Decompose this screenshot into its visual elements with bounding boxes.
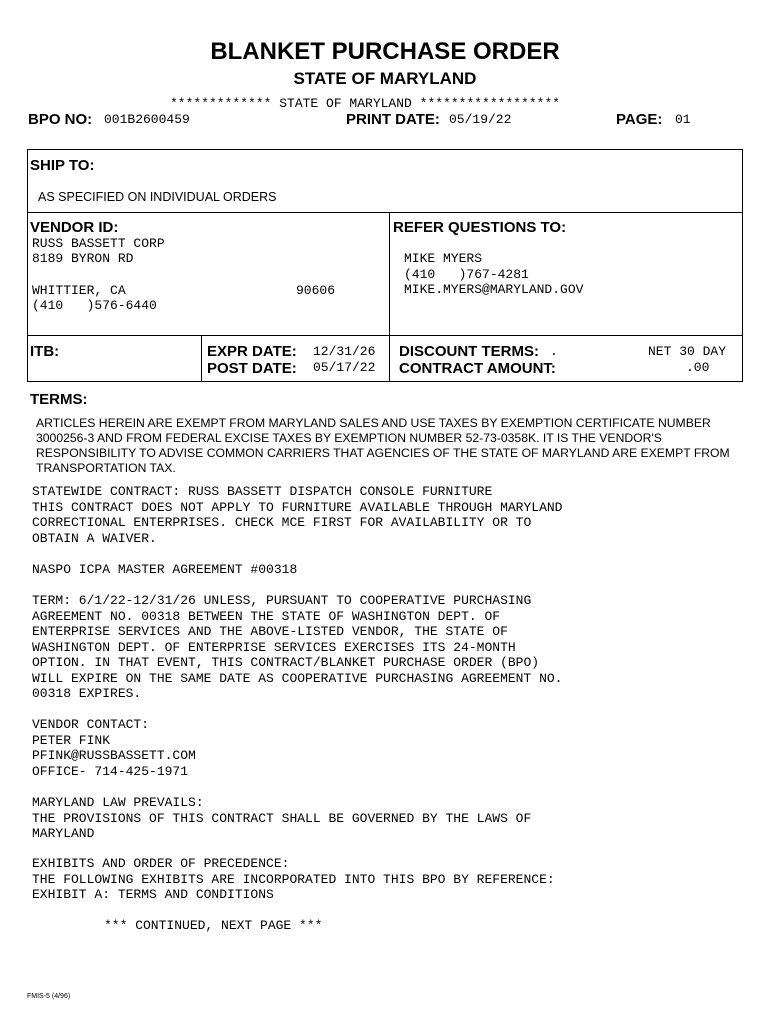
discount-terms-label: DISCOUNT TERMS: — [399, 343, 539, 360]
vendor-city: WHITTIER, CA — [32, 283, 126, 298]
term-text: TERM: 6/1/22-12/31/26 UNLESS, PURSUANT TO COOPERATIVE PURCHASING AGREEMENT NO. 00318 BETWEEN THE STATE OF WASHINGTON DEPT. OF ENTERPRISE SERVICES AND THE ABOVE-LISTED VENDOR, THE STATE OF WASHINGTON DEPT. OF ENTERPRISE SERVICES EXERCISES ITS 24-MONTH OPTION. IN THAT EVENT, THIS CONTRACT/BLANKET PURCHASE ORDER (BPO) WILL EXPIRE ON THE SAME DATE AS COOPERATIVE PURCHASING AGREEMENT NO. 00318 EXPIRES. — [32, 593, 563, 701]
refer-questions-label: REFER QUESTIONS TO: — [393, 219, 567, 236]
vendor-refer-box — [27, 212, 743, 336]
contract-amount-label: CONTRACT AMOUNT: — [399, 360, 556, 377]
details-divider-2 — [389, 335, 390, 382]
vendor-address: 8189 BYRON RD — [32, 251, 134, 266]
vendor-id-label: VENDOR ID: — [30, 219, 119, 236]
details-box — [27, 335, 743, 382]
vendor-refer-divider — [389, 212, 390, 336]
refer-email: MIKE.MYERS@MARYLAND.GOV — [404, 282, 584, 297]
terms-paragraph: ARTICLES HEREIN ARE EXEMPT FROM MARYLAND SALES AND USE TAXES BY EXEMPTION CERTIFICATE NUMBER 3000256-3 AND FROM FEDERAL EXCISE TAXES BY EXEMPTION NUMBER 52-73-0358K. IT IS THE VENDOR'S RESPONSIBILITY TO ADVISE COMMON CARRIERS THAT AGENCIES OF THE STATE OF MARYLAND ARE EXEMPT FROM TRANSPORTATION TAX. — [36, 416, 730, 475]
print-date-label: PRINT DATE: — [346, 111, 440, 128]
bpo-number-label: BPO NO: — [28, 111, 93, 128]
document-title: BLANKET PURCHASE ORDER — [210, 38, 560, 65]
vendor-name: RUSS BASSETT CORP — [32, 236, 165, 251]
vendor-contact-text: VENDOR CONTACT: PETER FINK PFINK@RUSSBASSETT.COM OFFICE- 714-425-1971 — [32, 717, 196, 779]
itb-label: ITB: — [30, 343, 60, 360]
state-banner: ************* STATE OF MARYLAND ****************** — [170, 96, 561, 111]
continued-next-page: *** CONTINUED, NEXT PAGE *** — [104, 918, 323, 933]
page-value: 01 — [675, 112, 691, 127]
vendor-phone: (410 )576-6440 — [32, 298, 157, 313]
discount-terms-value: NET 30 DAY — [648, 344, 727, 359]
print-date-value: 05/19/22 — [449, 112, 512, 127]
exhibits-text: EXHIBITS AND ORDER OF PRECEDENCE: THE FOLLOWING EXHIBITS ARE INCORPORATED INTO THIS BPO BY REFERENCE: EXHIBIT A: TERMS AND CONDITIONS — [32, 856, 555, 902]
contract-amount-value: .00 — [686, 360, 710, 375]
statewide-contract-text: STATEWIDE CONTRACT: RUSS BASSETT DISPATCH CONSOLE FURNITURE THIS CONTRACT DOES NOT APPLY TO FURNITURE AVAILABLE THROUGH MARYLAND CORRECTIONAL ENTERPRISES. CHECK MCE FIRST FOR AVAILABILITY OR TO OBTAIN A WAIVER. — [32, 484, 563, 546]
expr-date-value: 12/31/26 — [313, 344, 376, 359]
naspo-agreement-text: NASPO ICPA MASTER AGREEMENT #00318 — [32, 562, 298, 577]
document-subtitle: STATE OF MARYLAND — [293, 69, 477, 88]
post-date-label: POST DATE: — [207, 360, 297, 377]
ship-to-label: SHIP TO: — [30, 157, 95, 174]
discount-terms-dot: . — [550, 344, 558, 359]
expr-date-label: EXPR DATE: — [207, 343, 297, 360]
ship-to-value: AS SPECIFIED ON INDIVIDUAL ORDERS — [38, 190, 277, 204]
page-label: PAGE: — [616, 111, 663, 128]
refer-phone: (410 )767-4281 — [404, 267, 529, 282]
form-id: FMIS-5 (4/96) — [27, 993, 71, 1000]
post-date-value: 05/17/22 — [313, 360, 376, 375]
refer-name: MIKE MYERS — [404, 251, 483, 266]
vendor-zip: 90606 — [296, 283, 336, 298]
terms-label: TERMS: — [30, 391, 88, 408]
details-divider-1 — [201, 335, 202, 382]
bpo-number-value: 001B2600459 — [104, 112, 190, 127]
maryland-law-text: MARYLAND LAW PREVAILS: THE PROVISIONS OF THIS CONTRACT SHALL BE GOVERNED BY THE LAWS OF MARYLAND — [32, 795, 532, 841]
